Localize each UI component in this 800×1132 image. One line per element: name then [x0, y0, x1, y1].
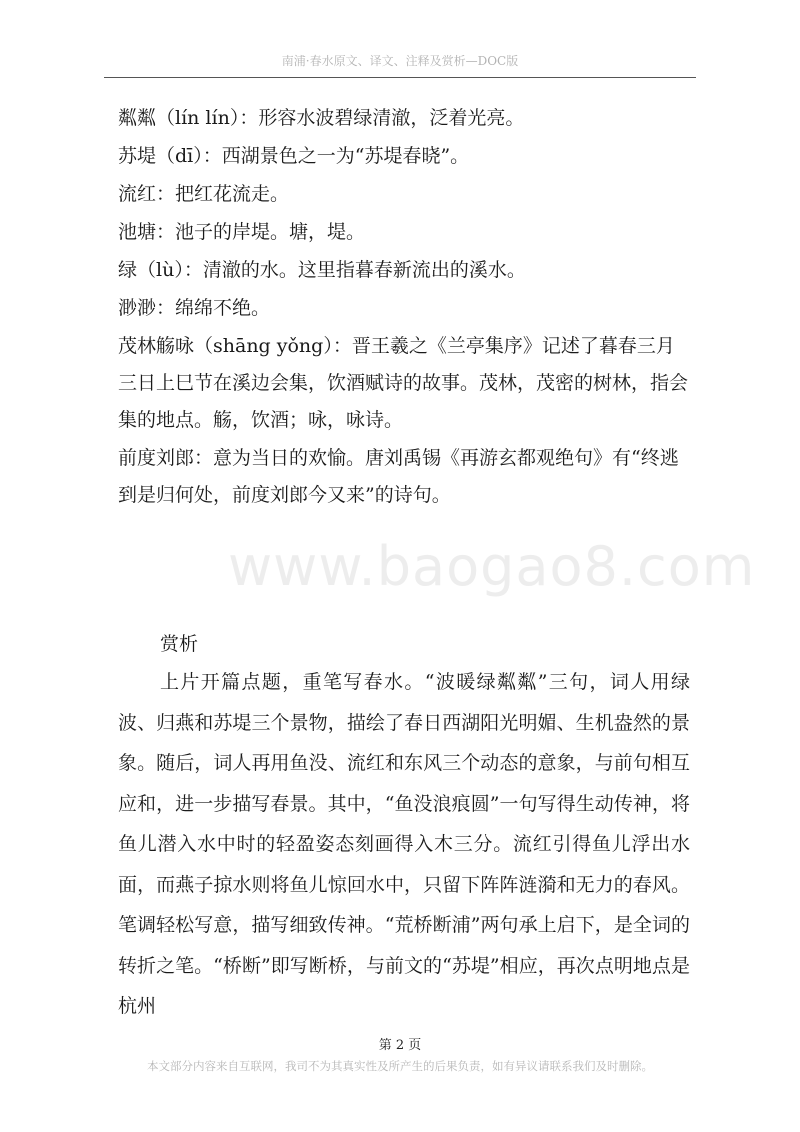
header-divider — [104, 77, 696, 78]
annotation-item: 苏堤（dī）：西湖景色之一为“苏堤春晓”。 — [118, 145, 470, 167]
watermark: www.baogao8.com — [228, 535, 756, 598]
annotation-item: 粼粼（lín lín）：形容水波碧绿清澈，泛着光亮。 — [118, 107, 525, 129]
page-number: 第 2 页 — [378, 1038, 422, 1053]
analysis-paragraph: 上片开篇点题，重笔写春水。“波暖绿粼粼”三句，词人用绿波、归燕和苏堤三个景物，描绘了春日西湖阳光明媚、生机盎然的景象。随后，词人再用鱼没、流红和东风三个动态的意象，与前句相互应和，进一步描写春景。其中，“鱼没浪痕圆”一句写得生动传神，将鱼儿潜入水中时的轻盈姿态刻画得入木三分。流红引得鱼儿浮出水面，而燕子掠水则将鱼儿惊回水中，只留下阵阵涟漪和无力的春风。笔调轻松写意，描写细致传神。“荒桥断浦”两句承上启下，是全词的转折之笔。“桥断”即写断桥，与前文的“苏堤”相应，再次点明地点是杭州 — [118, 671, 690, 1017]
annotation-list — [118, 100, 688, 514]
annotation-item: 池塘：池子的岸堤。塘，堤。 — [118, 221, 366, 243]
annotation-item: 流红：把红花流走。 — [118, 183, 290, 205]
annotation-item: 绿（lù）：清澈的水。这里指暮春新流出的溪水。 — [118, 259, 526, 281]
disclaimer-footer: 本文部分内容来自互联网，我司不为其真实性及所产生的后果负责，如有异议请联系我们及时删除。 — [147, 1059, 653, 1073]
document-header: 南浦·春水原文、译文、注释及赏析—DOC版 — [281, 54, 519, 68]
annotation-item: 茂林觞咏（shāng yǒng）：晋王羲之《兰亭集序》记述了暮春三月三日上巳节在溪边会集，饮酒赋诗的故事。茂林，茂密的树林，指会集的地点。觞，饮酒；咏，咏诗。 — [118, 335, 689, 431]
annotation-item: 渺渺：绵绵不绝。 — [118, 297, 271, 319]
annotation-item: 前度刘郎：意为当日的欢愉。唐刘禹锡《再游玄都观绝句》有“终逃到是归何处，前度刘郎今又来”的诗句。 — [118, 447, 679, 506]
section-heading: 赏析 — [160, 633, 199, 655]
